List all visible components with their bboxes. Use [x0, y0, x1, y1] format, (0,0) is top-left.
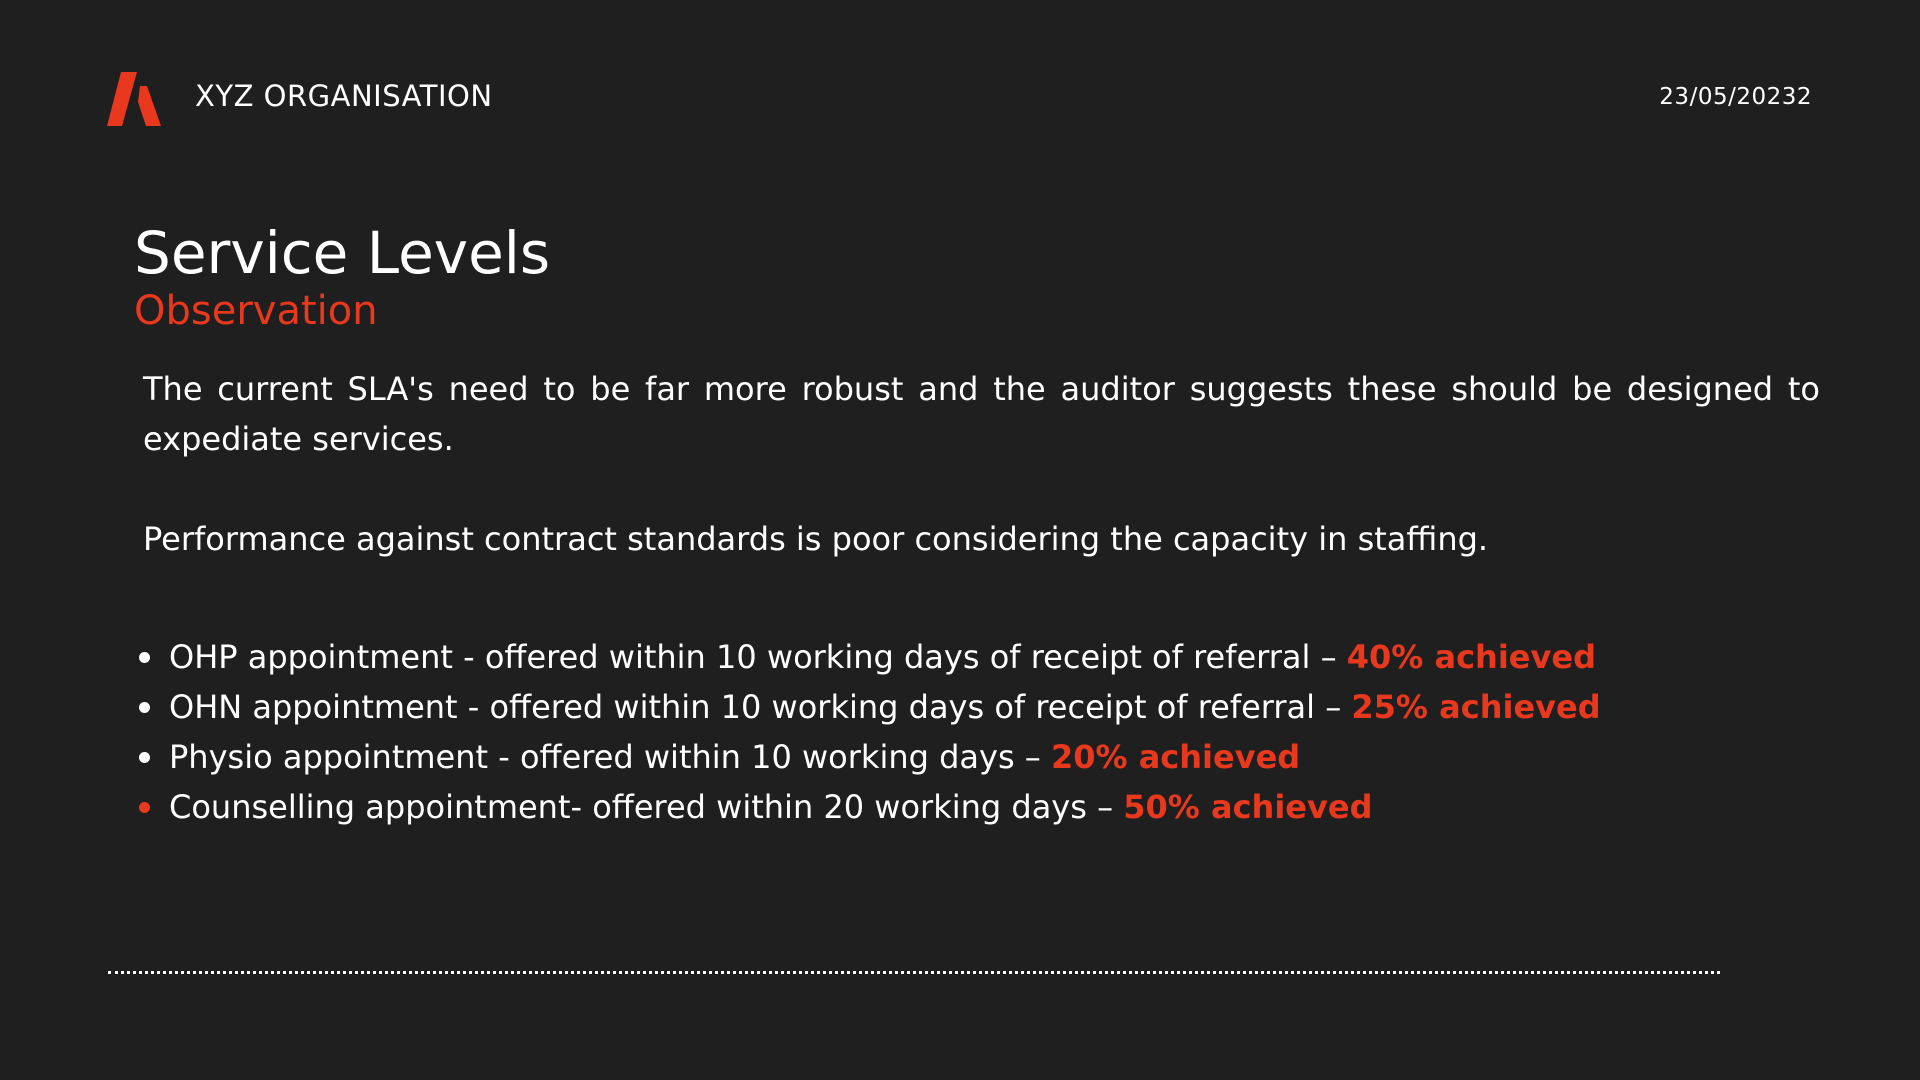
organisation-name: XYZ ORGANISATION	[195, 79, 493, 113]
list-item	[137, 682, 1601, 732]
bullet-dot-icon	[139, 702, 150, 713]
sla-bullet-list	[137, 632, 1601, 832]
slide-title: Service Levels	[134, 219, 551, 287]
performance-paragraph: Performance against contract standards is poor considering the capacity in staffing.	[143, 520, 1489, 558]
sla-text: Physio appointment - offered within 10 working days –	[169, 738, 1051, 776]
bullet-dot-icon	[139, 652, 150, 663]
logo-a-icon	[107, 72, 161, 126]
list-item	[137, 732, 1601, 782]
sla-result: 20% achieved	[1050, 738, 1301, 776]
list-item	[137, 632, 1601, 682]
list-item	[137, 782, 1601, 832]
dotted-divider	[108, 971, 1720, 974]
sla-text: Counselling appointment- offered within 20 working days –	[169, 788, 1124, 826]
sla-text: OHN appointment - offered within 10 working days of receipt of referral –	[169, 688, 1352, 726]
sla-result: 25% achieved	[1351, 688, 1601, 726]
observation-paragraph: The current SLA's need to be far more robust and the auditor suggests these should be designed to expediate services.	[143, 370, 1820, 458]
bullet-dot-icon	[139, 752, 150, 763]
sla-result: 40% achieved	[1346, 638, 1596, 676]
sla-text: OHP appointment - offered within 10 working days of receipt of referral –	[169, 638, 1347, 676]
bullet-dot-icon	[139, 802, 150, 813]
sla-result: 50% achieved	[1123, 788, 1373, 826]
presentation-date: 23/05/20232	[1659, 84, 1812, 110]
slide-subtitle: Observation	[134, 288, 378, 334]
